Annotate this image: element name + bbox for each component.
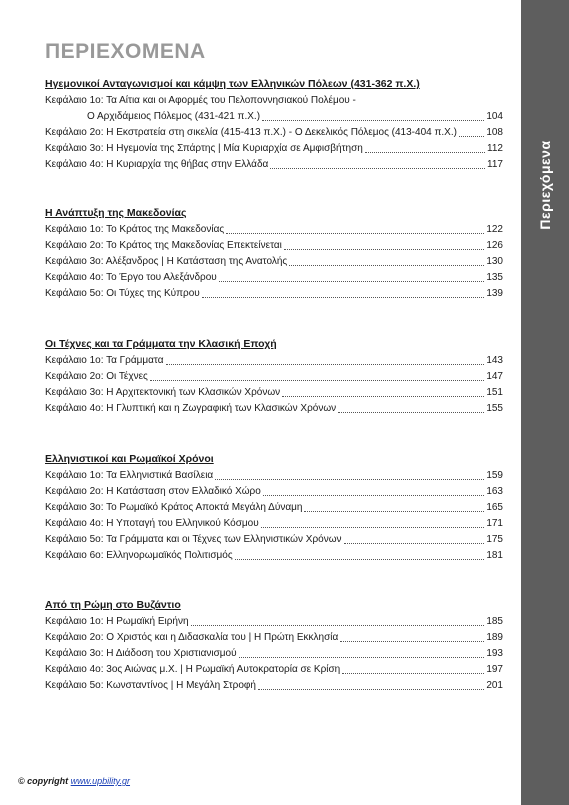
toc-section [45,205,503,302]
entry-page: 151 [486,387,503,398]
section-title: Ηγεμονικοί Ανταγωνισμοί και κάμψη των Ελληνικών Πόλεων (431-362 π.Χ.) [45,78,420,90]
dot-leader [289,265,484,266]
sidebar-tab [521,0,569,805]
entry-page: 126 [486,240,503,251]
dot-leader [459,136,484,137]
entry-page: 193 [486,648,503,659]
toc-entry[interactable] [45,238,503,254]
entry-page: 201 [486,680,503,691]
entry-title: Ο Αρχιδάμειος Πόλεμος (431-421 π.Χ.) [87,111,261,122]
entry-title: Κεφάλαιο 3ο: Το Ρωμαϊκό Κράτος Αποκτά Μεγάλη Δύναμη [45,502,303,513]
dot-leader [235,559,485,560]
dot-leader [261,527,485,528]
page-title: ΠΕΡΙΕΧΟΜΕΝΑ [45,40,206,63]
entry-title: Κεφάλαιο 3ο: Η Διάδοση του Χριστιανισμού [45,648,237,659]
toc-entry[interactable] [45,614,503,630]
entry-title: Κεφάλαιο 3ο: Η Ηγεμονία της Σπάρτης | Μία Κυριαρχία σε Αμφισβήτηση [45,143,363,154]
dot-leader [284,249,484,250]
entry-title: Κεφάλαιο 1ο: Η Ρωμαϊκή Ειρήνη [45,616,189,627]
toc-entry[interactable] [45,125,503,141]
dot-leader [166,364,485,365]
toc-entry[interactable] [45,93,503,109]
entry-title: Κεφάλαιο 4ο: 3ος Αιώνας μ.Χ. | Η Ρωμαϊκή Αυτοκρατορία σε Κρίση [45,664,341,675]
toc-entry[interactable] [45,548,503,564]
website-link[interactable]: www.upbility.gr [70,776,131,786]
entry-page: 104 [486,111,503,122]
entry-page: 139 [486,288,503,299]
entry-page: 112 [487,143,503,154]
toc-entry[interactable] [45,532,503,548]
dot-leader [191,625,485,626]
entry-title: Κεφάλαιο 2ο: Η Κατάσταση στον Ελλαδικό Χώρο [45,486,261,497]
toc-section [45,597,503,694]
dot-leader [219,281,485,282]
toc-entry[interactable] [45,254,503,270]
toc-entry[interactable] [45,353,503,369]
entry-title: Κεφάλαιο 5ο: Οι Τύχες της Κύπρου [45,288,200,299]
entry-title: Κεφάλαιο 2ο: Η Εκστρατεία στη σικελία (415-413 π.Χ.) - Ο Δεκελικός Πόλεμος (413-404 π.Χ.) [45,127,457,138]
entry-title: Κεφάλαιο 3ο: Η Αρχιτεκτονική των Κλασικών Χρόνων [45,387,281,398]
dot-leader [239,657,485,658]
dot-leader [304,511,484,512]
entry-page: 159 [486,470,503,481]
entry-page: 171 [486,518,503,529]
toc-entry[interactable] [45,678,503,694]
entry-title: Κεφάλαιο 6ο: Ελληνορωμαϊκός Πολιτισμός [45,550,233,561]
dot-leader [215,479,484,480]
entry-page: 163 [486,486,503,497]
toc-entry[interactable] [45,646,503,662]
toc-entry[interactable] [45,484,503,500]
footer [18,776,130,786]
entry-title: Κεφάλαιο 4ο: Το Έργο του Αλεξάνδρου [45,272,217,283]
section-title: Η Ανάπτυξη της Μακεδονίας [45,207,187,219]
toc-entry[interactable] [45,369,503,385]
entry-title: Κεφάλαιο 5ο: Κωνσταντίνος | Η Μεγάλη Στροφή [45,680,256,691]
dot-leader [342,673,484,674]
toc-entry[interactable] [45,516,503,532]
entry-page: 175 [486,534,503,545]
entry-page: 143 [486,355,503,366]
entry-title: Κεφάλαιο 4ο: Η Κυριαρχία της θήβας στην Ελλάδα [45,159,269,170]
entry-title: Κεφάλαιο 2ο: Το Κράτος της Μακεδονίας Επεκτείνεται [45,240,282,251]
entry-page: 122 [486,224,503,235]
entry-title: Κεφάλαιο 1ο: Το Κράτος της Μακεδονίας [45,224,225,235]
sidebar-label: Περιεχόμενα [537,140,553,230]
toc-entry[interactable] [45,662,503,678]
toc-entry[interactable] [45,468,503,484]
dot-leader [338,412,484,413]
toc-entry[interactable] [45,270,503,286]
section-title: Ελληνιστικοί και Ρωμαϊκοί Χρόνοι [45,453,214,465]
entry-page: 130 [486,256,503,267]
entry-page: 165 [486,502,503,513]
entry-page: 185 [486,616,503,627]
dot-leader [340,641,484,642]
section-title: Από τη Ρώμη στο Βυζάντιο [45,599,181,611]
entry-title: Κεφάλαιο 5ο: Τα Γράμματα και οι Τέχνες των Ελληνιστικών Χρόνων [45,534,342,545]
section-title: Οι Τέχνες και τα Γράμματα την Κλασική Εποχή [45,338,277,350]
toc-section [45,451,503,564]
dot-leader [226,233,484,234]
entry-page: 189 [486,632,503,643]
dot-leader [258,689,484,690]
dot-leader [365,152,485,153]
toc-section [45,336,503,417]
toc-entry[interactable] [45,500,503,516]
toc-entry[interactable] [45,630,503,646]
entry-title: Κεφάλαιο 1ο: Τα Ελληνιστικά Βασίλεια [45,470,214,481]
entry-page: 197 [486,664,503,675]
toc-entry[interactable] [45,157,503,173]
copyright-text: © copyright [18,776,69,786]
entry-title: Κεφάλαιο 2ο: Ο Χριστός και η Διδασκαλία του | Η Πρώτη Εκκλησία [45,632,339,643]
entry-title: Κεφάλαιο 2ο: Οι Τέχνες [45,371,148,382]
entry-title: Κεφάλαιο 4ο: Η Γλυπτική και η Ζωγραφική των Κλασικών Χρόνων [45,403,337,414]
toc-section [45,76,503,173]
dot-leader [150,380,484,381]
entry-page: 147 [486,371,503,382]
entry-page: 108 [486,127,503,138]
entry-title: Κεφάλαιο 4ο: Η Υποταγή του Ελληνικού Κόσμου [45,518,259,529]
entry-page: 117 [487,159,503,170]
entry-page: 181 [486,550,503,561]
entry-title: Κεφάλαιο 1ο: Τα Αίτια και οι Αφορμές του Πελοποννησιακού Πολέμου - [45,95,356,106]
toc-entry[interactable] [45,141,503,157]
entry-page: 155 [486,403,503,414]
entry-title: Κεφάλαιο 1ο: Τα Γράμματα [45,355,164,366]
toc-entry[interactable] [45,401,503,417]
entry-page: 135 [486,272,503,283]
dot-leader [270,168,485,169]
dot-leader [262,120,484,121]
toc-entry[interactable] [45,286,503,302]
dot-leader [282,396,484,397]
toc-entry[interactable] [45,385,503,401]
toc-entry[interactable] [45,109,503,125]
toc-entry[interactable] [45,222,503,238]
dot-leader [344,543,485,544]
entry-title: Κεφάλαιο 3ο: Αλέξανδρος | Η Κατάσταση της Ανατολής [45,256,288,267]
dot-leader [202,297,485,298]
dot-leader [263,495,485,496]
